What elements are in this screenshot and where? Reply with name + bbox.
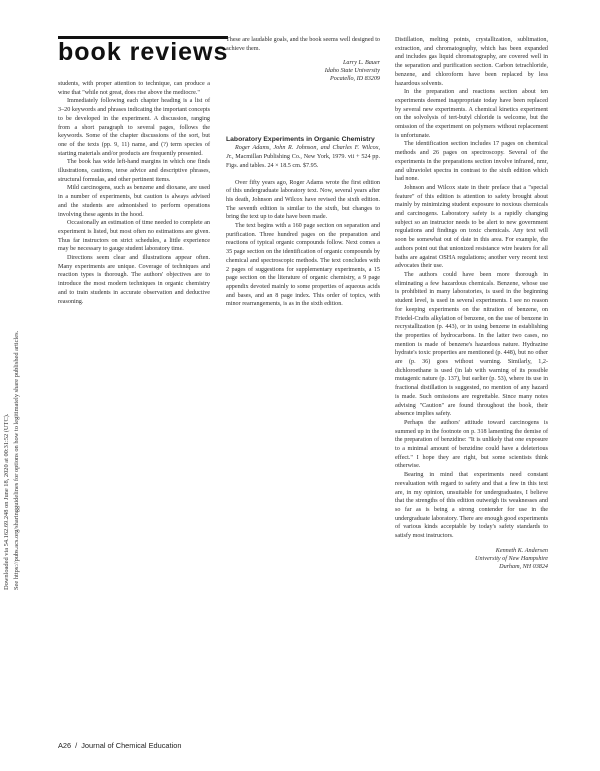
column-1 xyxy=(58,80,210,306)
book-publisher: Macmillan Publishing Co., New York, 1979. vii + 524 pp. Figs. and tables. 24 × 18.5 cm. $7.95. xyxy=(226,154,380,169)
section-heading: book reviews xyxy=(58,38,229,66)
paragraph: The book has wide left-hand margins in which one finds illustrations, cautions, terse advice and descriptive phrases, structural formulas, and other pertinent items. xyxy=(58,159,210,183)
paragraph: Bearing in mind that experiments need constant reevaluation with regard to safety and that a few in this text are, in my opinion, unsuitable for undergraduates, I believe that the strengths of this edition outweigh its weaknesses and so far as is being a strong contender for use in the undergraduate laboratory. There are enough good experiments of various kinds acceptable by today's safety standards to satisfy most instructors. xyxy=(395,472,548,540)
closing-paragraph: These are laudable goals, and the book seems well designed to achieve them. xyxy=(226,37,380,52)
paragraph: Occasionally an estimation of time needed to complete an experiment is listed, but most often no estimations are given. Thus far instructors on strict schedules, a little experience may be necessary to gauge student laboratory time. xyxy=(58,220,210,253)
page-footer: A26 / Journal of Chemical Education xyxy=(58,741,182,750)
download-notice-line-2: See https://pubs.acs.org/sharingguidelines for options on how to legitimately share published articles. xyxy=(13,330,20,590)
reviewer-location: Pocatello, ID 83209 xyxy=(330,76,380,83)
page-number: A26 xyxy=(58,741,72,750)
reviewer-affiliation: University of New Hampshire xyxy=(475,555,548,562)
column-3 xyxy=(395,36,548,571)
download-notice-line-1: Downloaded via 54.162.69.248 on June 18, 2020 at 00:31:52 (UTC). xyxy=(3,413,10,590)
paragraph: Johnson and Wilcox state in their preface that a "special feature" of this edition is attention to safety brought about mainly by minimizing student exposure to noxious chemicals and carcinogens. Laboratory safety is a rapidly changing subject so an instructor needs to be alert to new government regulations and findings on toxic chemicals. Any text will soon be somewhat out of date in this area. For example, the authors point out that unionized resistance wire heaters for all baths are against OSHA regulations; another very recent text advocates their use. xyxy=(395,184,548,270)
book-authors: Roger Adams, John R. Johnson, and Charles F. Wilcox, Jr., xyxy=(226,145,380,161)
paragraph: The identification section includes 17 pages on chemical methods and 26 pages on spectroscopy. Several of the experiments in the preparations section involve infrared, nmr, and ultraviolet spectra in contrast to the sixth edition which had none. xyxy=(395,141,548,183)
paragraph: students, with proper attention to technique, can produce a wine that "while not great, does rise above the mediocre." xyxy=(58,81,210,96)
download-notice xyxy=(2,150,36,590)
review-body xyxy=(226,179,380,310)
paragraph: Mild carcinogens, such as benzene and dioxane, are used in a number of experiments, but caution is always advised and the students are admonished to perform operations involving these agents in the hood. xyxy=(58,185,210,218)
paragraph: Immediately following each chapter heading is a list of 3–20 keywords and phrases indicating the important concepts to be developed in the experiment. A discussion, ranging from a short paragraph to several pages, follows the keywords. Some of the chapter discussions of the sort, but one of the texts (pp. 9, 11) name, and (?) term species of starting materials and/or products are frequently presented. xyxy=(58,98,210,157)
book-title: Laboratory Experiments in Organic Chemistry xyxy=(226,136,375,144)
paragraph: Directions seem clear and illustrations appear often. Many experiments are unique. Coverage of techniques and reaction types is thorough. The authors' objectives are to introduce the most modern techniques in organic chemistry and to train students in accurate observation and deductive reasoning. xyxy=(58,255,210,305)
column-2 xyxy=(226,36,380,309)
review-body-continued xyxy=(395,36,548,541)
paragraph: Perhaps the authors' attitude toward carcinogens is summed up in the footnote on p. 318 lamenting the demise of the preparation of benzidine: "It is unlikely that one exposure to a minimal amount of benzidine could have a deleterious effect." I hope they are right, but some scientists think otherwise. xyxy=(395,419,548,470)
reviewer-location: Durham, NH 03824 xyxy=(499,563,548,570)
reviewer-name: Larry L. Bauer xyxy=(342,60,380,67)
reviewer-name: Kenneth K. Andersen xyxy=(495,547,548,554)
journal-name: Journal of Chemical Education xyxy=(81,741,182,750)
paragraph: In the preparation and reactions section about ten experiments deemed inappropriate today have been replaced by several new experiments. A chemical kinetics experiment on the solvolysis of tert-butyl chloride is welcome, but the omission of the experiment on polymers without replacement is unfortunate. xyxy=(395,89,548,139)
paragraph: Over fifty years ago, Roger Adams wrote the first edition of this undergraduate laboratory text. Now, several years after his death, Johnson and Wilcox have revised the sixth edition. The seventh edition is similar to the sixth, but changes to bring the text up to date have been made. xyxy=(226,179,380,221)
reviewer-affiliation: Idaho State University xyxy=(324,68,380,75)
reviewer-signature-2 xyxy=(395,547,548,571)
paragraph: The authors could have been more thorough in eliminating a few hazardous chemicals. Benzene, whose use is prohibited in many laboratories, is used in the beginning student level, is used in several experiments. I see no reason for keeping experiments on the nitration of benzene, on Friedel-Crafts alkylation of benzene, on the use of benzene in recrystallization (p. 443), or in using benzene in establishing the properties of hydrocarbons. In the latter two cases, no mention is made of benzene's hazardous nature. Hydrazine hydrate's toxic properties are mentioned (p. 448), but no other are (p. 36) goes without warning. Similarly, 1,2-dichloroethane is used (in lab with warning of its possible mutagenic nature (p. 137), but earlier (p. 53), where its use in fractional distillation is suggested, no mention of any hazard is made. Such omissions are regrettable. Since many notes advising "Caution" are found throughout the book, their absence implies safety. xyxy=(395,271,548,418)
paragraph: The text begins with a 160 page section on separation and purification. Three hundred pages on the preparation and reactions of typical organic compounds follow. Next comes a 35 page section on the identification of organic compounds by chemical and spectroscopic methods. The text concludes with 2 pages of suggestions for supplementary experiments, a 15 page section on the literature of organic chemistry, a 9 page appendix devoted mainly to some properties of aqueous acids and bases, and an 8 page index. This order of topics, with minor rearrangements, is as in the sixth edition. xyxy=(226,223,380,308)
reviewer-signature-1 xyxy=(226,59,380,83)
book-citation xyxy=(226,144,380,170)
paragraph: Distillation, melting points, crystallization, sublimation, extraction, and chromatography, which has been expanded and includes gas liquid chromatography, are covered well in the separation and purification section. Carbon tetrachloride, benzene, and chloroform have been replaced by less hazardous solvents. xyxy=(395,37,548,87)
